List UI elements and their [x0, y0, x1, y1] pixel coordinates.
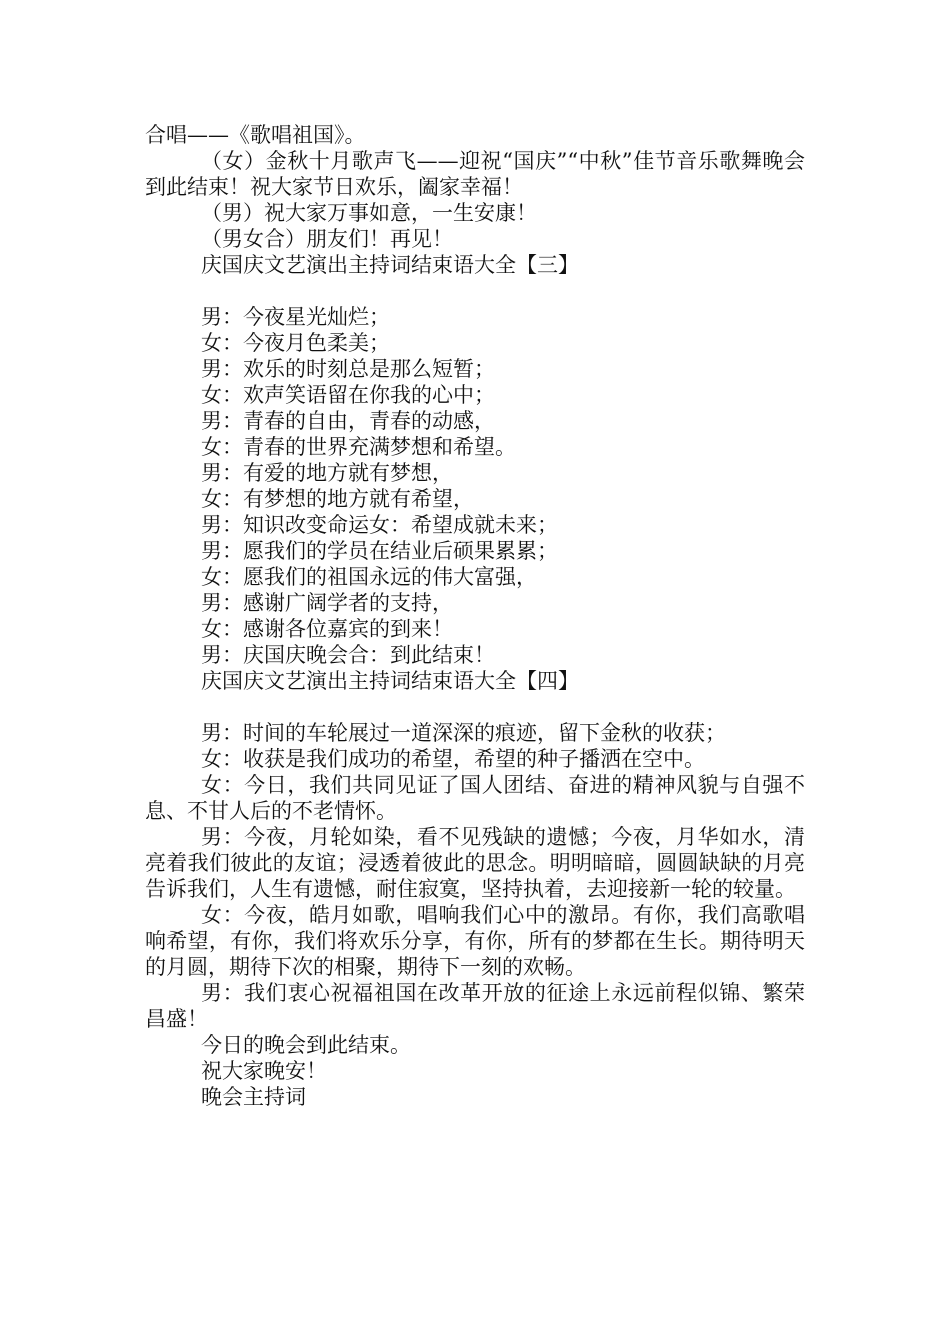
dialogue-line: 女：今夜，皓月如歌，唱响我们心中的激昂。有你，我们高歌唱响希望，有你，我们将欢乐分享，有你，所有的梦都在生长。期待明天的月圆，期待下次的相聚，期待下一刻的欢畅。	[145, 903, 805, 979]
dialogue-line: 男：时间的车轮展过一道深深的痕迹，留下金秋的收获；	[201, 721, 726, 745]
dialogue-line: 女：今日，我们共同见证了国人团结、奋进的精神风貌与自强不息、不甘人后的不老情怀。	[145, 773, 805, 823]
dialogue-line: 男：有爱的地方就有梦想，	[201, 461, 453, 485]
paragraph: 合唱——《歌唱祖国》。	[145, 123, 366, 147]
dialogue-line: 男：知识改变命运女：希望成就未来；	[201, 513, 558, 537]
dialogue-line: 女：欢声笑语留在你我的心中；	[201, 383, 495, 407]
paragraph: 晚会主持词	[201, 1085, 306, 1109]
dialogue-line: 女：感谢各位嘉宾的到来！	[201, 617, 453, 641]
paragraph: 祝大家晚安！	[201, 1059, 327, 1083]
dialogue-line: 男：我们衷心祝福祖国在改革开放的征途上永远前程似锦、繁荣昌盛！	[145, 981, 805, 1031]
dialogue-line: 男：今夜星光灿烂；	[201, 305, 390, 329]
section-heading: 庆国庆文艺演出主持词结束语大全【三】	[201, 253, 579, 277]
dialogue-line: 女：有梦想的地方就有希望，	[201, 487, 474, 511]
paragraph: （男）祝大家万事如意，一生安康！	[201, 201, 537, 225]
dialogue-line: 男：庆国庆晚会合：到此结束！	[201, 643, 495, 667]
paragraph: 今日的晚会到此结束。	[201, 1033, 411, 1057]
paragraph: （女）金秋十月歌声飞——迎祝“国庆”“中秋”佳节音乐歌舞晚会到此结束！祝大家节日欢乐，阖家幸福！	[145, 149, 805, 199]
section-heading: 庆国庆文艺演出主持词结束语大全【四】	[201, 669, 579, 693]
dialogue-line: 男：青春的自由，青春的动感，	[201, 409, 495, 433]
paragraph: （男女合）朋友们！再见！	[201, 227, 453, 251]
dialogue-line: 女：愿我们的祖国永远的伟大富强，	[201, 565, 537, 589]
document-body	[145, 122, 805, 1110]
dialogue-line: 女：今夜月色柔美；	[201, 331, 390, 355]
blank-line	[145, 694, 805, 720]
dialogue-line: 男：欢乐的时刻总是那么短暂；	[201, 357, 495, 381]
dialogue-line: 男：愿我们的学员在结业后硕果累累；	[201, 539, 558, 563]
dialogue-line: 女：青春的世界充满梦想和希望。	[201, 435, 516, 459]
blank-line	[145, 278, 805, 304]
dialogue-line: 男：今夜，月轮如染，看不见残缺的遗憾；今夜，月华如水，清亮着我们彼此的友谊；浸透着彼此的思念。明明暗暗，圆圆缺缺的月亮告诉我们，人生有遗憾，耐住寂寞，坚持执着，去迎接新一轮的较量。	[145, 825, 805, 901]
dialogue-line: 男：感谢广阔学者的支持，	[201, 591, 453, 615]
dialogue-line: 女：收获是我们成功的希望，希望的种子播洒在空中。	[201, 747, 705, 771]
